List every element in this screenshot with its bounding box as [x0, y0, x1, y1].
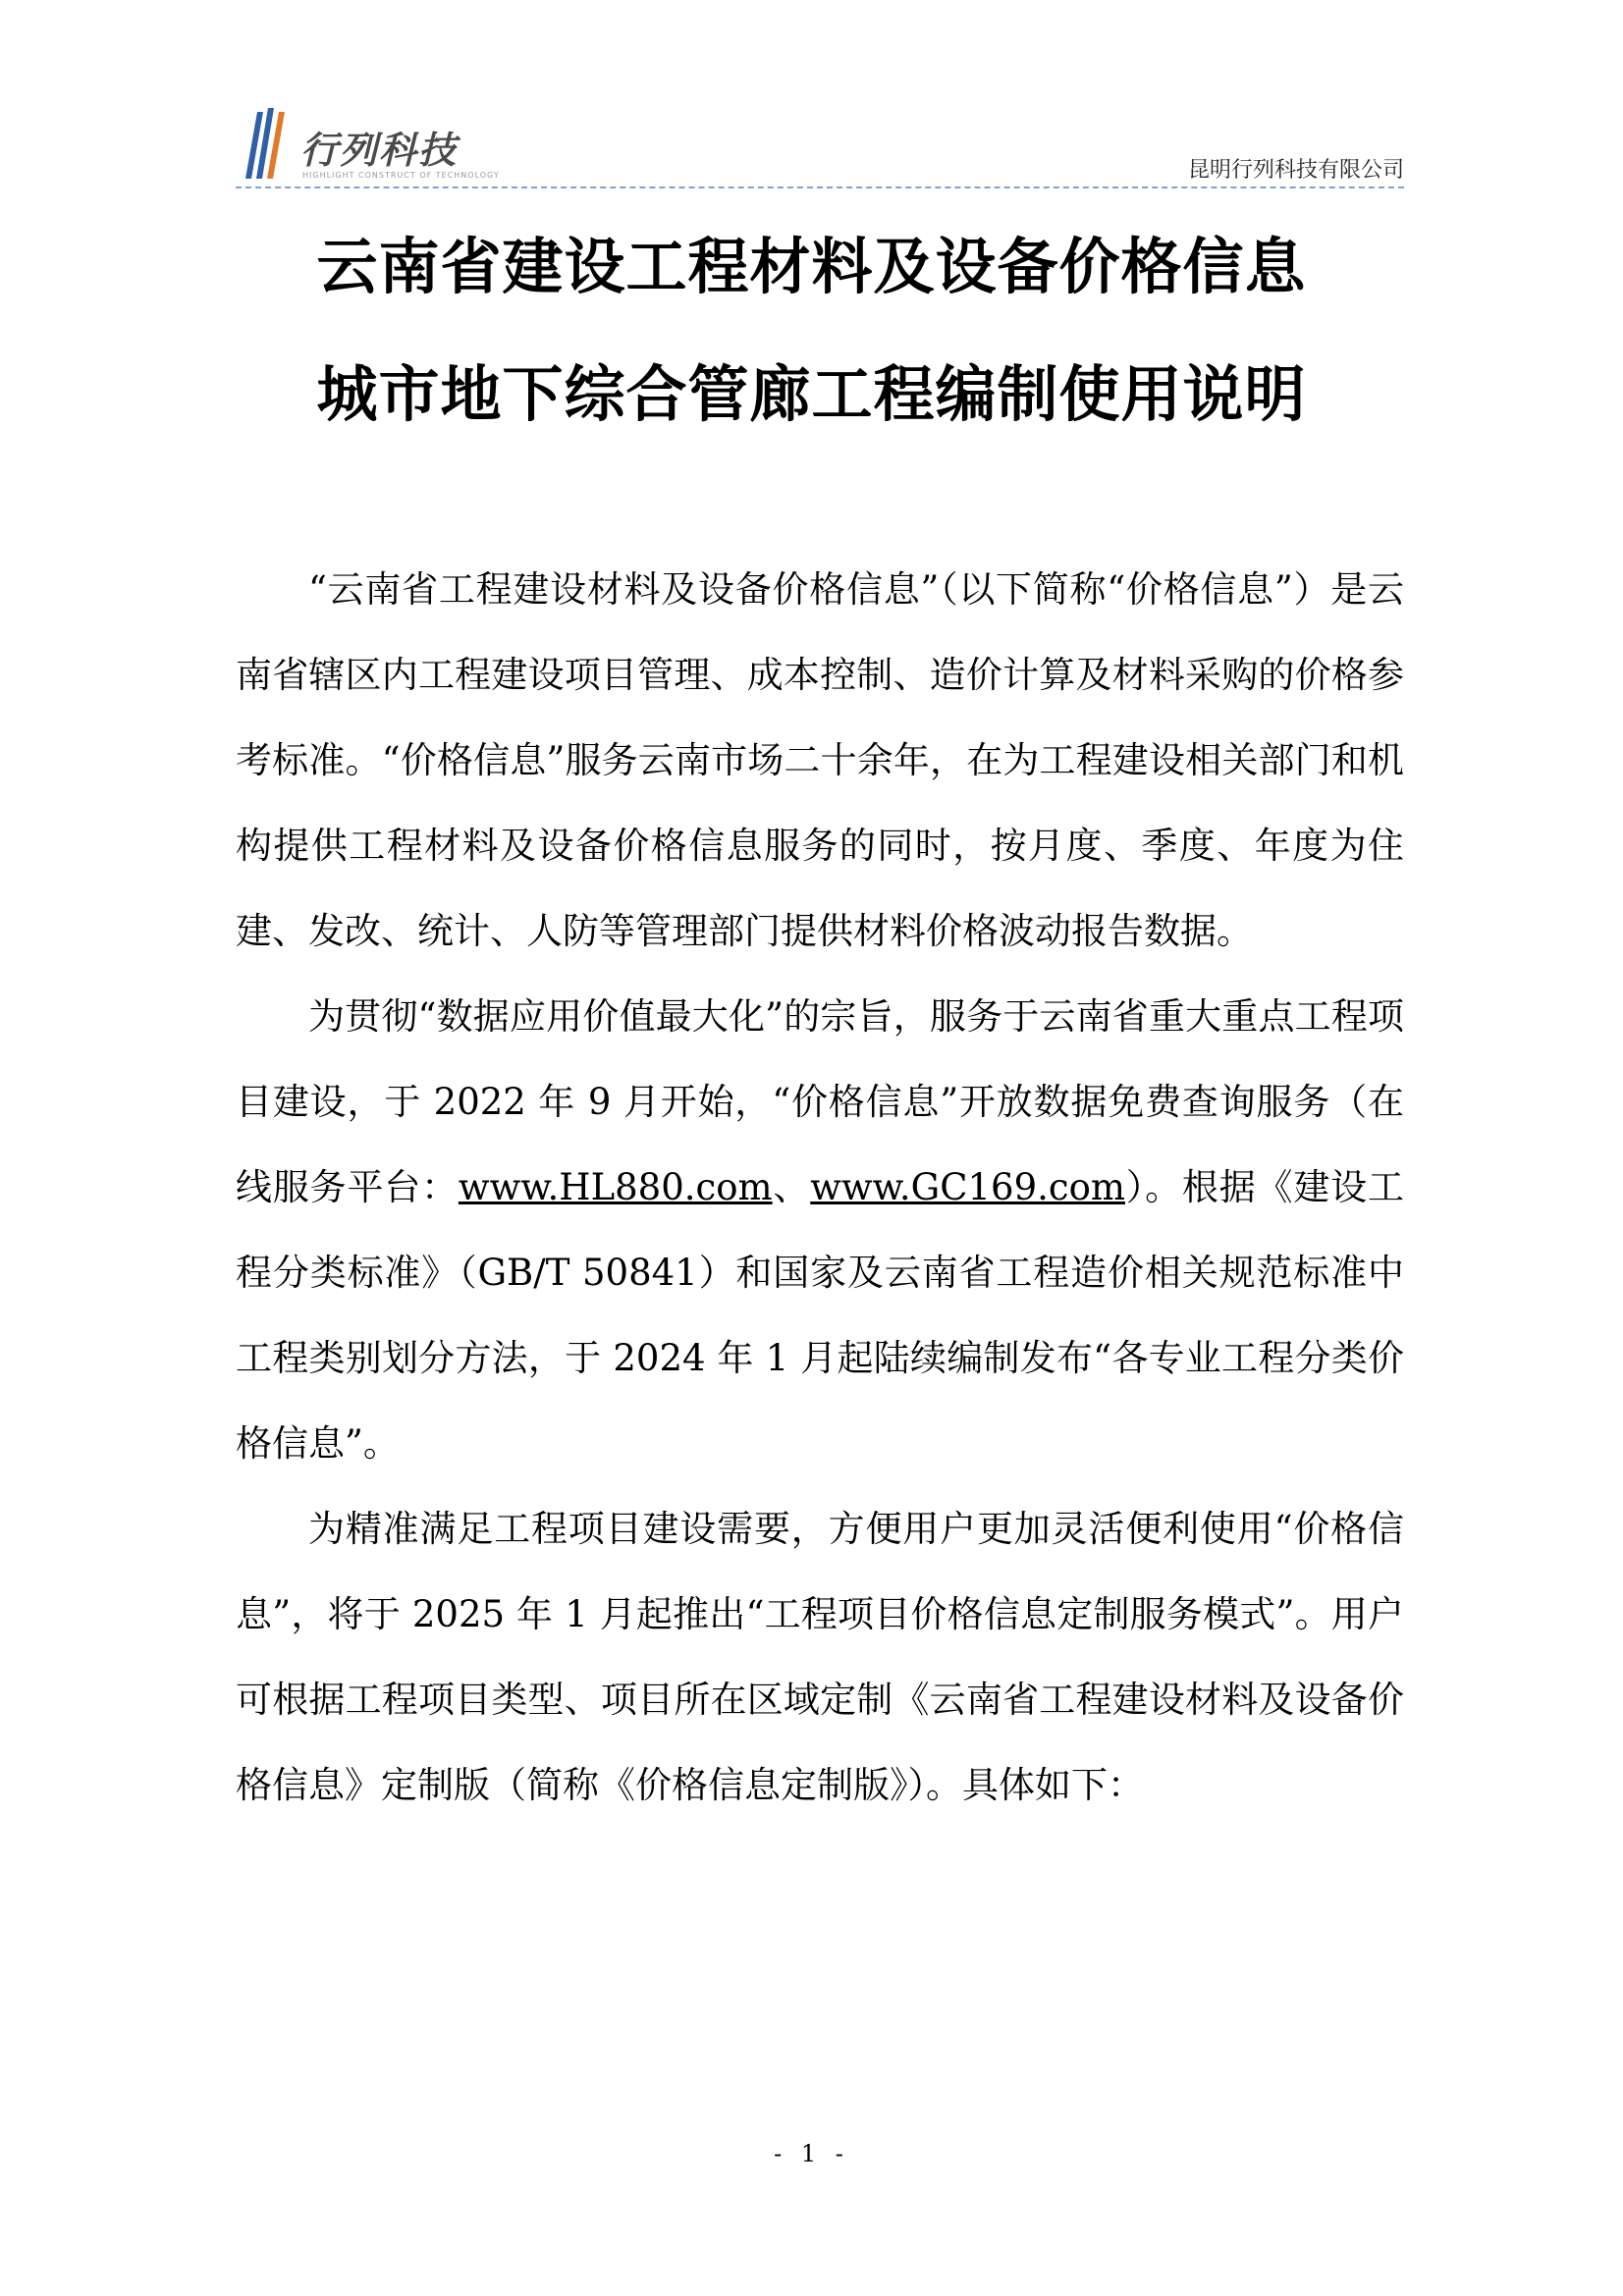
document-title-line-1: 云南省建设工程材料及设备价格信息 [316, 231, 1307, 302]
paragraph-custom-service: 为精准满足工程项目建设需要，方便用户更加灵活便利使用“价格信息”，将于 2025 年 1 月起推出“工程项目价格信息定制服务模式”。用户可根据工程项目类型、项目所在区域定制《云南省工程建设材料及设备价格信息》定制版（简称《价格信息定制版》）。具体如下： [236, 1508, 1404, 1806]
header-divider [236, 187, 1404, 188]
paragraph-service-text-b: ）。根据《建设工程分类标准》（GB/T 50841）和国家及云南省工程造价相关规范标准中工程类别划分方法，于 2024 年 1 月起陆续编制发布“各专业工程分类价格信息”。 [236, 1166, 1405, 1465]
document-body [236, 547, 1404, 1828]
link-gc169[interactable]: www.GC169.com [810, 1166, 1125, 1208]
company-logo [243, 106, 509, 185]
paragraph-service-text-a: 为贯彻“数据应用价值最大化”的宗旨，服务于云南省重大重点工程项目建设，于 2022 年 9 月开始，“价格信息”开放数据免费查询服务（在线服务平台： [236, 995, 1404, 1208]
page-header [236, 98, 1404, 188]
document-title-line-2: 城市地下综合管廊工程编制使用说明 [316, 358, 1307, 430]
paragraph-service [236, 974, 1404, 1486]
link-hl880[interactable]: www.HL880.com [458, 1166, 773, 1208]
logo-subtitle: HIGHLIGHT CONSTRUCT OF TECHNOLOGY [302, 171, 500, 180]
page-number: - 1 - [774, 2140, 849, 2167]
company-name: 昆明行列科技有限公司 [1187, 158, 1404, 183]
logo-name: 行列科技 [300, 129, 459, 172]
logo-stripes-icon [243, 106, 293, 183]
link-separator: 、 [772, 1166, 811, 1208]
paragraph-intro: “云南省工程建设材料及设备价格信息”（以下简称“价格信息”）是云南省辖区内工程建设项目管理、成本控制、造价计算及材料采购的价格参考标准。“价格信息”服务云南市场二十余年，在为工程建设相关部门和机构提供工程材料及设备价格信息服务的同时，按月度、季度、年度为住建、发改、统计、人防等管理部门提供材料价格波动报告数据。 [236, 568, 1404, 952]
